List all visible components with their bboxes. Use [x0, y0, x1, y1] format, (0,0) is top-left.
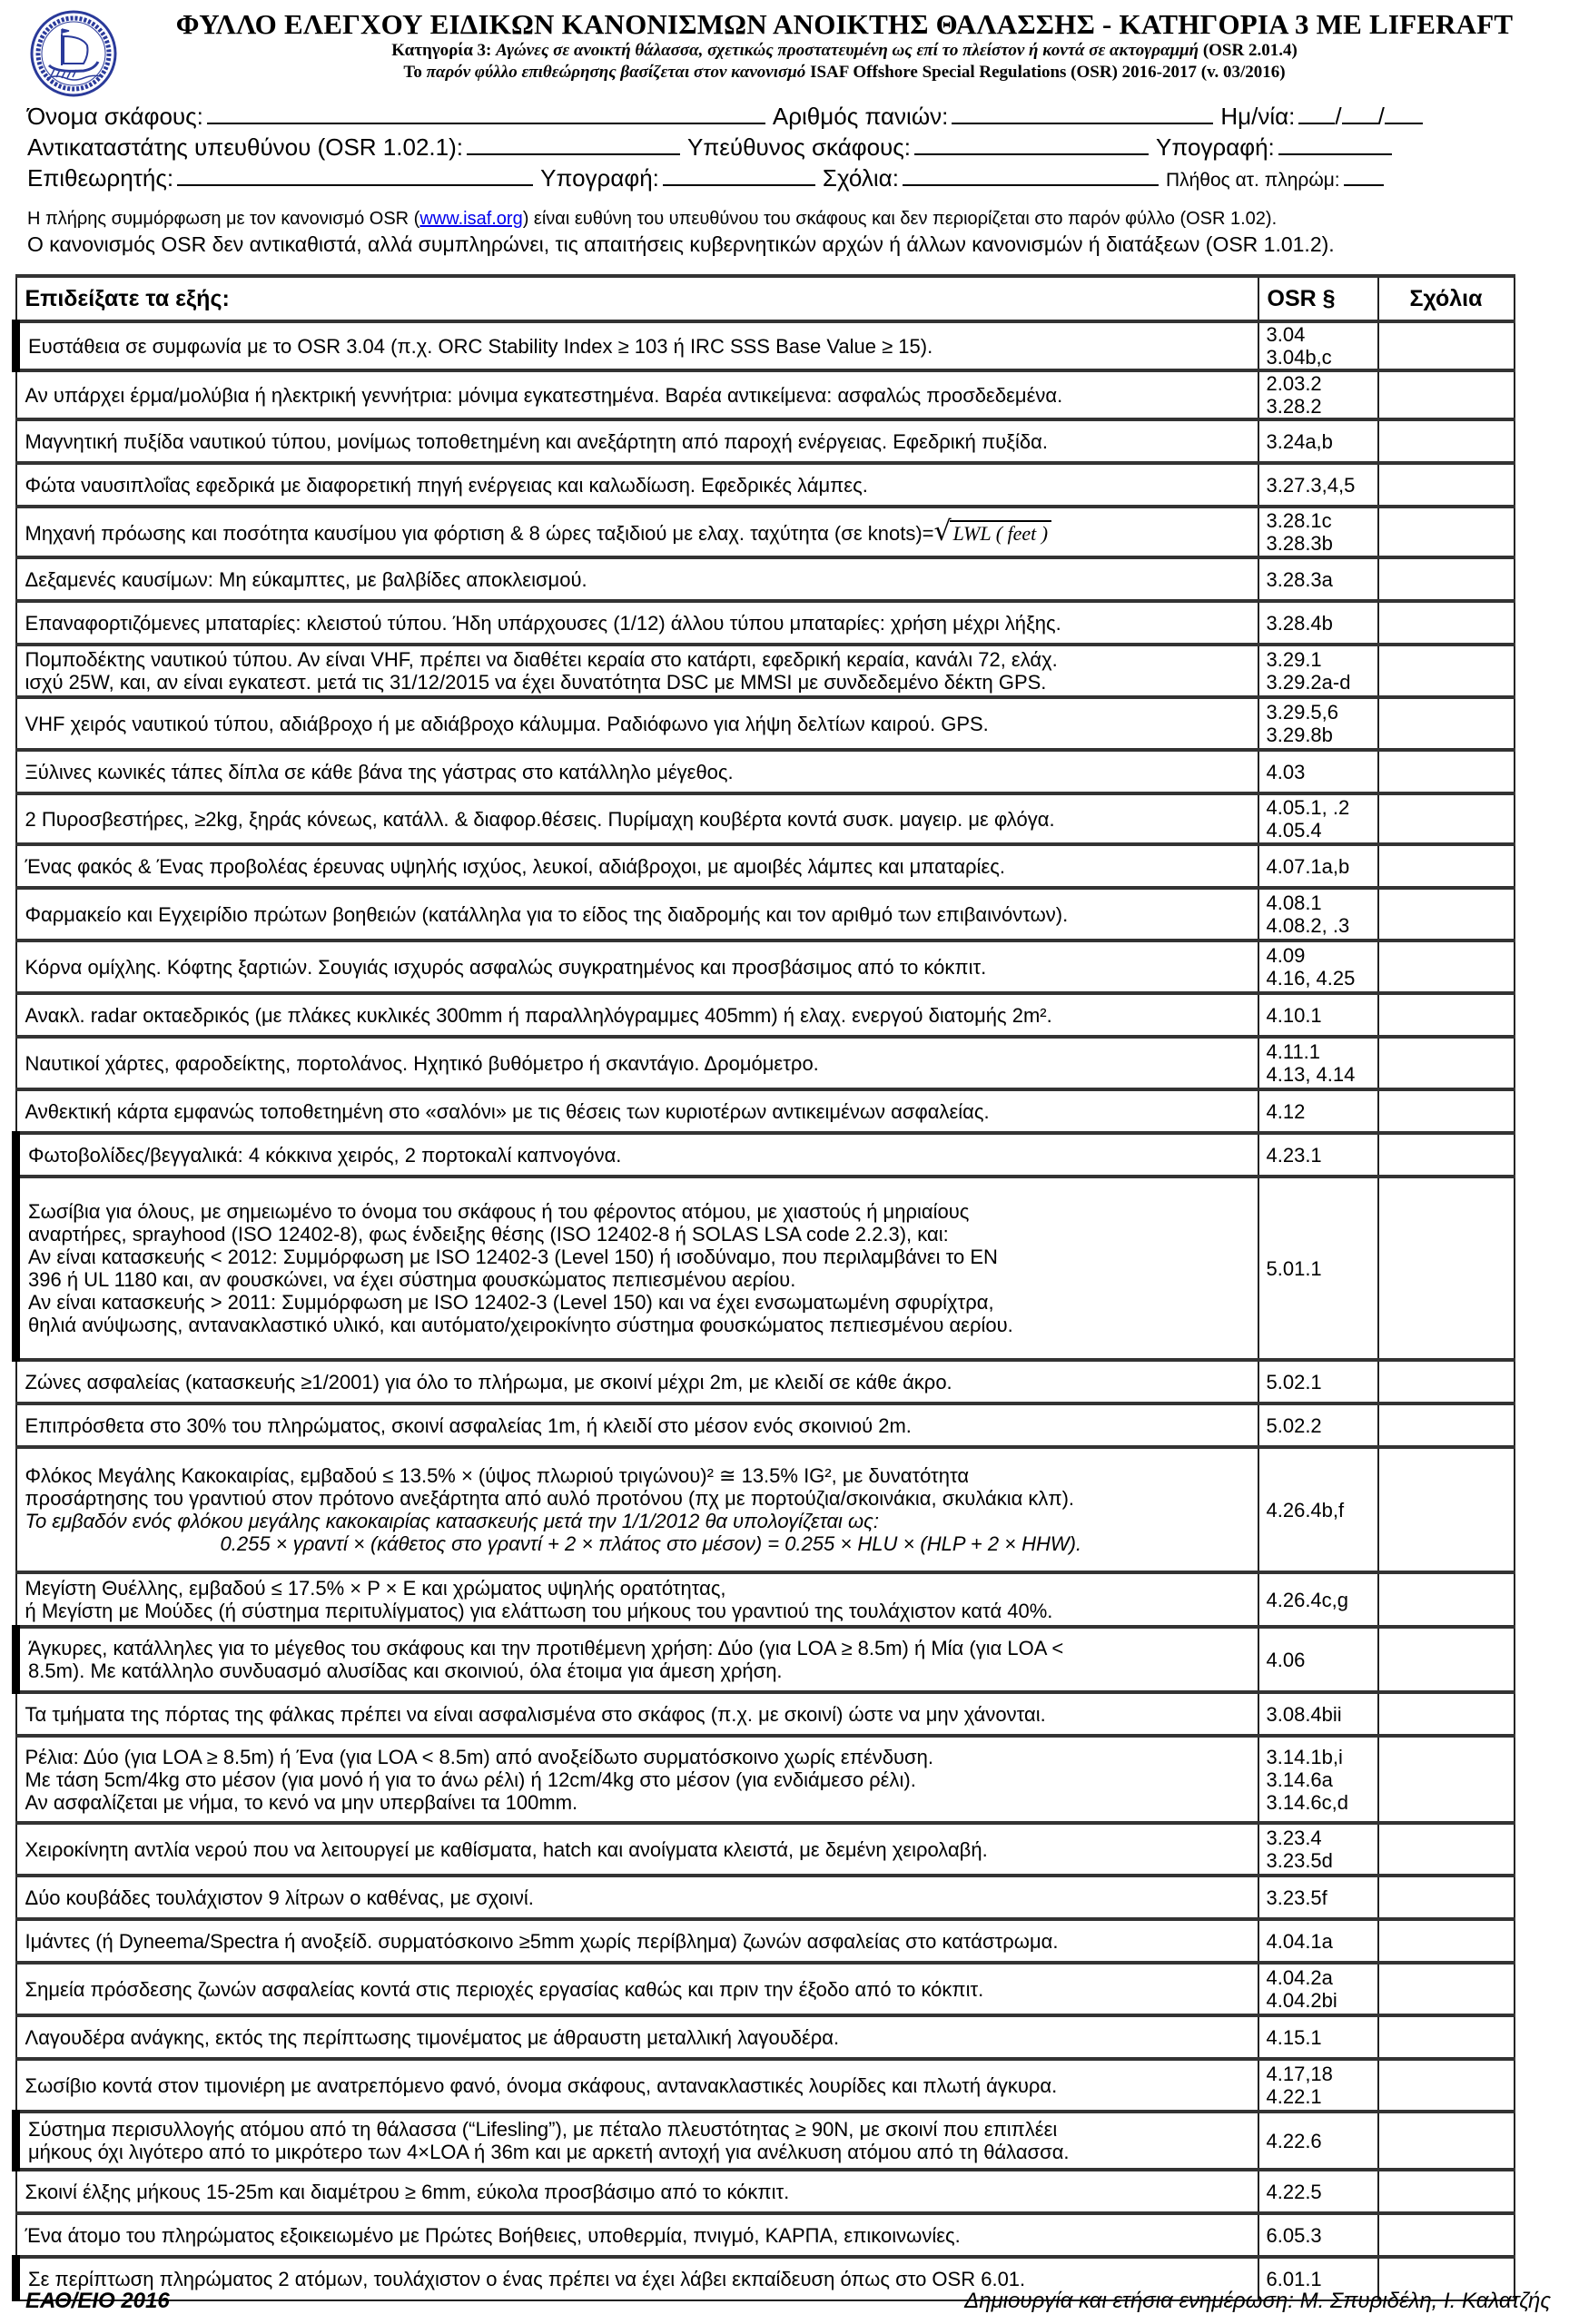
date-month-field[interactable] — [1342, 103, 1378, 124]
osr-reference — [1258, 2059, 1378, 2112]
osr-reference-value: 3.29.1 — [1266, 648, 1322, 671]
osr-reference-value: 4.07.1a,b — [1266, 854, 1350, 878]
osr-reference-value: 4.05.4 — [1266, 819, 1322, 842]
osr-reference-value: 3.28.3a — [1266, 567, 1333, 591]
table-header-row — [16, 276, 1515, 321]
osr-reference-value: 3.04b,c — [1266, 346, 1332, 369]
item-line: Επιπρόσθετα στο 30% του πληρώματος, σκοινί ασφαλείας 1m, ή κλειδί στο μέσον ενός σκοινιού 2m. — [25, 1413, 912, 1437]
checklist-item-text — [16, 1692, 1258, 1736]
inspector-label: Επιθεωρητής: — [27, 164, 174, 192]
osr-reference — [1258, 2112, 1378, 2170]
osr-reference-value: 3.23.4 — [1266, 1827, 1322, 1849]
item-line: Δύο κουβάδες τουλάχιστον 9 λίτρων ο καθένας, με σχοινί. — [25, 1886, 534, 1909]
osr-reference — [1258, 645, 1378, 697]
osr-reference-value: 5.01.1 — [1266, 1256, 1322, 1280]
osr-reference — [1258, 793, 1378, 844]
comments-cell[interactable] — [1378, 1177, 1515, 1360]
osr-reference — [1258, 601, 1378, 645]
checklist-item-text — [16, 2213, 1258, 2257]
checklist-row — [16, 1823, 1515, 1876]
checklist-item-text — [16, 1627, 1258, 1692]
item-line: Ρέλια: Δύο (για LOA ≥ 8.5m) ή Ένα (για LOA < 8.5m) από ανοξείδωτο συρματόσκοινο χωρίς επένδυση. — [25, 1745, 933, 1768]
osr-reference — [1258, 1572, 1378, 1627]
osr-reference — [1258, 1403, 1378, 1447]
item-line: Φαρμακείο και Εγχειρίδιο πρώτων βοηθειών (κατάλληλα για το είδος της διαδρομής και τον αριθμό των επιβαινόντων). — [25, 902, 1069, 926]
checklist-item-text — [16, 697, 1258, 750]
checklist-item-text — [16, 2170, 1258, 2213]
comments-cell[interactable] — [1378, 793, 1515, 844]
item-line: Μαγνητική πυξίδα ναυτικού τύπου, μονίμως τοποθετημένη και ανεξάρτητη από παροχή ενέργειας. Εφεδρική πυξίδα. — [25, 429, 1048, 453]
checklist-item-text — [16, 1403, 1258, 1447]
osr-reference-value: 3.24a,b — [1266, 429, 1333, 453]
item-line: VHF χειρός ναυτικού τύπου, αδιάβροχο ή με αδιάβροχο κάλυμμα. Ραδιόφωνο για λήψη δελτίων καιρού. GPS. — [25, 712, 989, 735]
osr-reference-value: 6.05.3 — [1266, 2223, 1322, 2247]
checklist-row — [16, 793, 1515, 844]
checklist-row — [16, 1692, 1515, 1736]
osr-reference — [1258, 940, 1378, 993]
signature-label: Υπογραφή: — [1156, 133, 1275, 161]
checklist-table — [12, 274, 1515, 2301]
osr-reference-value: 4.13, 4.14 — [1266, 1063, 1356, 1086]
comments-cell[interactable] — [1378, 1089, 1515, 1133]
checklist-item-text — [16, 370, 1258, 419]
osr-reference — [1258, 1177, 1378, 1360]
checklist-row — [16, 888, 1515, 940]
comments-cell[interactable] — [1378, 1572, 1515, 1627]
osr-reference — [1258, 888, 1378, 940]
checklist-item-text — [16, 419, 1258, 463]
item-line: Πομποδέκτης ναυτικού τύπου. Αν είναι VHF, πρέπει να διαθέτει κεραία στο κατάρτι, εφεδρική κεραία, κανάλι 72, ελάχ. — [25, 648, 1058, 671]
osr-reference — [1258, 750, 1378, 793]
item-line: Φωτοβολίδες/βεγγαλικά: 4 κόκκινα χειρός, 2 πορτοκαλί καπνογόνα. — [28, 1143, 622, 1167]
osr-reference — [1258, 1037, 1378, 1089]
osr-reference-value: 3.23.5f — [1266, 1886, 1327, 1909]
item-line: μήκους όχι λιγότερο από το μικρότερο των 4×LOA ή 36m και με αρκετή αντοχή για ανέλκυση ατόμου από τη θάλασσα. — [28, 2141, 1070, 2163]
checklist-row — [16, 993, 1515, 1037]
footer-authors: Δημιουργία και ετήσια ενημέρωση: Μ. Σπυριδέλη, Ι. Καλατζής — [964, 2289, 1551, 2313]
checklist-item-text — [16, 601, 1258, 645]
item-line: Με τάση 5cm/4kg στο μέσον (για μονό ή για το άνω ρέλι) ή 12cm/4kg στο μέσον (για ενδιάμεσο ρέλι). — [25, 1768, 916, 1791]
item-line: Σκοινί έλξης μήκους 15-25m και διαμέτρου ≥ 6mm, εύκολα προσβάσιμο από το κόκπιτ. — [25, 2180, 790, 2203]
item-line: Ζώνες ασφαλείας (κατασκευής ≥1/2001) για όλο το πλήρωμα, με σκοινί μέχρι 2m, με κλειδί σε κάθε άκρο. — [25, 1370, 952, 1393]
comments-field[interactable] — [903, 164, 1159, 186]
item-line: Επαναφορτιζόμενες μπαταρίες: κλειστού τύπου. Ήδη υπάρχουσες (1/12) άλλου τύπου μπαταρίες: χρήση μέχρι λήξης. — [25, 611, 1061, 635]
item-line: Ξύλινες κωνικές τάπες δίπλα σε κάθε βάνα της γάστρας στο κατάλληλο μέγεθος. — [25, 760, 734, 783]
footer-organization: ΕΑΘ/ΕΙΟ 2016 — [25, 2289, 170, 2313]
checklist-row — [16, 557, 1515, 601]
document-header — [136, 9, 1553, 84]
osr-reference-value: 3.08.4bii — [1266, 1702, 1342, 1726]
item-italic-line: 0.255 × γραντί × (κάθετος στο γραντί + 2 × πλάτος στο μέσον) = 0.255 × HLU × (HLP + 2 × HHW). — [220, 1532, 1082, 1555]
osr-reference-value: 3.14.6a — [1266, 1768, 1333, 1791]
checklist-item-text — [16, 1736, 1258, 1823]
date-separator: / — [1377, 103, 1385, 130]
comments-label: Σχόλια: — [822, 164, 899, 192]
item-line: 2 Πυροσβεστήρες, ≥2kg, ξηράς κόνεως, κατάλλ. & διαφορ.θέσεις. Πυρίμαχη κουβέρτα κοντά συσκ. μαγειρ. με φλόγα. — [25, 807, 1055, 831]
compliance-note — [27, 207, 1562, 231]
item-line: Ένα άτομο του πληρώματος εξοικειωμένο με Πρώτες Βοήθειες, υποθερμία, πνιγμό, ΚΑΡΠΑ, επικοινωνίες. — [25, 2223, 961, 2247]
osr-reference-value: 4.22.5 — [1266, 2180, 1322, 2203]
comments-cell[interactable] — [1378, 321, 1515, 370]
comments-cell[interactable] — [1378, 1823, 1515, 1876]
checklist-item-text — [16, 507, 1258, 557]
checklist-row — [16, 645, 1515, 697]
checklist-row — [16, 750, 1515, 793]
osr-reference — [1258, 370, 1378, 419]
form-fields — [27, 101, 1553, 193]
item-line: Σύστημα περισυλλογής ατόμου από τη θάλασσα (“Lifesling”), με πέταλο πλευστότητας ≥ 90N, με σκοινί που επιπλέει — [28, 2118, 1058, 2141]
item-line — [25, 515, 1249, 547]
responsible-label: Υπεύθυνος σκάφους: — [686, 133, 912, 161]
field-row-2 — [27, 132, 1553, 162]
checklist-row — [16, 2059, 1515, 2112]
comments-cell[interactable] — [1378, 645, 1515, 697]
osr-reference — [1258, 1736, 1378, 1823]
osr-reference-value: 4.05.1, .2 — [1266, 796, 1350, 819]
checklist-item-text — [16, 1572, 1258, 1627]
isaf-link[interactable]: www.isaf.org — [419, 209, 523, 229]
item-line: Ναυτικοί χάρτες, φαροδείκτης, πορτολάνος. Ηχητικό βυθόμετρο ή σκαντάγιο. Δρομόμετρο. — [25, 1051, 819, 1075]
item-line: Ανακλ. radar οκταεδρικός (με πλάκες κυκλικές 300mm ή παραλληλόγραμμες 405mm) ή ελαχ. ενεργού διατομής 2m². — [25, 1003, 1052, 1027]
checklist-item-text — [16, 463, 1258, 507]
comments-cell[interactable] — [1378, 1037, 1515, 1089]
crew-count-field[interactable] — [1344, 164, 1384, 186]
osr-reference-value: 4.04.2a — [1266, 1966, 1333, 1989]
osr-reference-value: 4.26.4c,g — [1266, 1588, 1349, 1611]
item-line: Μεγίστη Θυέλλης, εμβαδού ≤ 17.5% × P × E και χρώματος υψηλής ορατότητας, — [25, 1577, 726, 1600]
checklist-item-text — [16, 993, 1258, 1037]
osr-reference-value: 4.11.1 — [1266, 1040, 1321, 1063]
osr-reference — [1258, 1692, 1378, 1736]
basis-regulation: ISAF Offshore Special Regulations (OSR) 2016-2017 (v. 03/2016) — [810, 63, 1286, 82]
osr-reference — [1258, 1823, 1378, 1876]
category-reference: (OSR 2.01.4) — [1202, 41, 1298, 60]
comments-cell[interactable] — [1378, 419, 1515, 463]
item-line: Σημεία πρόσδεσης ζωνών ασφαλείας κοντά στις περιοχές εργασίας καθώς και πριν την έξοδο από το κόκπιτ. — [25, 1977, 984, 2001]
osr-reference-value: 3.04 — [1266, 323, 1306, 346]
comments-cell[interactable] — [1378, 1963, 1515, 2015]
item-line: Χειροκίνητη αντλία νερού που να λειτουργεί με καθίσματα, hatch και ανοίγματα κλειστά, με δεμένη χειρολαβή. — [25, 1837, 988, 1861]
osr-reference-value: 5.02.2 — [1266, 1413, 1322, 1437]
osr-reference-value: 4.26.4b,f — [1266, 1498, 1345, 1521]
club-logo-icon — [29, 9, 118, 98]
checklist-row — [16, 1736, 1515, 1823]
osr-reference-value: 3.28.1c — [1266, 509, 1332, 532]
checklist-row — [16, 1963, 1515, 2015]
item-line: Σωσίβιο κοντά στον τιμονιέρη με ανατρεπόμενο φανό, όνομα σκάφους, αντανακλαστικές λουρίδες και πλωτή άγκυρα. — [25, 2073, 1058, 2097]
checklist-row — [16, 1133, 1515, 1177]
compliance-notes — [27, 207, 1562, 258]
checklist-item-text — [16, 1447, 1258, 1572]
osr-reference — [1258, 993, 1378, 1037]
comments-cell[interactable] — [1378, 370, 1515, 419]
crew-count-label: Πλήθος ατ. πληρώμ: — [1165, 170, 1340, 191]
checklist-item-text — [16, 2015, 1258, 2059]
osr-reference-value: 4.04.1a — [1266, 1929, 1333, 1953]
comments-cell[interactable] — [1378, 1447, 1515, 1572]
date-day-field[interactable] — [1298, 103, 1335, 124]
osr-reference-value: 3.29.2a-d — [1266, 671, 1351, 694]
checklist-row — [16, 1627, 1515, 1692]
checklist-item-text — [16, 1133, 1258, 1177]
osr-reference-value: 3.23.5d — [1266, 1849, 1333, 1872]
checklist-item-text — [16, 793, 1258, 844]
osr-reference-value: 4.06 — [1266, 1648, 1306, 1671]
item-line: Σωσίβια για όλους, με σημειωμένο το όνομα του σκάφους ή του φέροντος ατόμου, με χιαστούς ή μηριαίους — [28, 1200, 970, 1223]
checklist-row — [16, 1572, 1515, 1627]
osr-reference — [1258, 1447, 1378, 1572]
comments-cell[interactable] — [1378, 697, 1515, 750]
field-row-3 — [27, 162, 1553, 193]
item-line: ισχύ 25W, και, αν είναι εγκατεστ. μετά τις 31/12/2015 να έχει δυνατότητα DSC με MMSI με συνδεδεμένο δέκτη GPS. — [25, 671, 1047, 694]
item-line: Άγκυρες, κατάλληλες για το μέγεθος του σκάφους και την προτιθέμενη χρήση: Δύο (για LOA ≥ 8.5m) ή Μία (για LOA < — [28, 1637, 1064, 1659]
item-line: Φλόκος Μεγάλης Κακοκαιρίας, εμβαδού ≤ 13.5% × (ύψος πλωριού τριγώνου)² ≅ 13.5% IG², με δυνατότητα — [25, 1464, 970, 1487]
comments-cell[interactable] — [1378, 1919, 1515, 1963]
comments-cell[interactable] — [1378, 2112, 1515, 2170]
osr-reference — [1258, 1627, 1378, 1692]
osr-reference-value: 3.29.5,6 — [1266, 701, 1339, 724]
checklist-item-text — [16, 1919, 1258, 1963]
comments-cell[interactable] — [1378, 888, 1515, 940]
checklist-item-text — [16, 1177, 1258, 1360]
inspector-signature-label: Υπογραφή: — [540, 164, 659, 192]
checklist-item-text — [16, 1037, 1258, 1089]
inspector-signature-field[interactable] — [663, 164, 815, 186]
osr-reference-value: 4.04.2bi — [1266, 1989, 1337, 2012]
checklist-row — [16, 697, 1515, 750]
responsible-field[interactable] — [914, 133, 1149, 155]
osr-reference-value: 2.03.2 — [1266, 372, 1322, 395]
osr-reference-value: 3.28.2 — [1266, 395, 1322, 418]
deputy-field[interactable] — [467, 133, 680, 155]
checklist-item-text — [16, 1089, 1258, 1133]
osr-reference — [1258, 844, 1378, 888]
checklist-row — [16, 1919, 1515, 1963]
osr-reference — [1258, 1919, 1378, 1963]
item-line: Σε περίπτωση πληρώματος 2 ατόμων, τουλάχιστον ο ένας πρέπει να έχει λάβει εκπαίδευση όπως στο OSR 6.01. — [28, 2268, 1026, 2290]
checklist-item-text — [16, 557, 1258, 601]
osr-reference — [1258, 463, 1378, 507]
comments-cell[interactable] — [1378, 1360, 1515, 1403]
checklist-row — [16, 601, 1515, 645]
osr-supplement-note: Ο κανονισμός OSR δεν αντικαθιστά, αλλά συμπληρώνει, τις απαιτήσεις κυβερνητικών αρχών ή άλλων κανονισμών ή διατάξεων (OSR 1.01.2). — [27, 232, 1335, 256]
item-line: ή Μεγίστη με Μούδες (ή σύστημα περιτυλίγματος) για ελάττωση του μήκους του γραντιού της τουλάχιστον κατά 40%. — [25, 1600, 1053, 1622]
comments-cell[interactable] — [1378, 2059, 1515, 2112]
note-text: Η πλήρης συμμόρφωση με τον κανονισμό OSR ( — [27, 209, 420, 229]
item-line: Ευστάθεια σε συμφωνία με το OSR 3.04 (π.χ. ORC Stability Index ≥ 103 ή IRC SSS Base Value ≥ 15). — [28, 334, 933, 358]
sail-number-field[interactable] — [952, 103, 1213, 124]
osr-reference-value: 3.14.1b,i — [1266, 1745, 1343, 1768]
osr-reference-value: 4.08.2, .3 — [1266, 914, 1350, 937]
checklist-row — [16, 370, 1515, 419]
item-line-text: Μηχανή πρόωσης και ποσότητα καυσίμου για φόρτιση & 8 ώρες ταξιδιού με ελαχ. ταχύτητα (σε knots)= — [25, 521, 934, 545]
checklist-item-text — [16, 940, 1258, 993]
item-line: Αν είναι κατασκευής < 2012: Συμμόρφωση με ISO 12402-3 (Level 150) ή ισοδύναμο, που περιλαμβάνει το EN — [28, 1246, 998, 1268]
osr-reference-value: 4.22.1 — [1266, 2085, 1322, 2108]
checklist-item-text — [16, 1963, 1258, 2015]
osr-reference-value: 4.12 — [1266, 1099, 1306, 1123]
note-text: ) είναι ευθύνη του υπευθύνου του σκάφους και δεν περιορίζεται στο παρόν φύλλο (OSR 1.02). — [522, 209, 1278, 229]
osr-reference — [1258, 1876, 1378, 1919]
checklist-item-text — [16, 1823, 1258, 1876]
item-italic-line: Το εμβαδόν ενός φλόκου μεγάλης κακοκαιρίας κατασκευής μετά την 1/1/2012 θα υπολογίζεται ως: — [25, 1510, 879, 1532]
inspector-field[interactable] — [177, 164, 533, 186]
checklist-row — [16, 2015, 1515, 2059]
item-line: Φώτα ναυσιπλοΐας εφεδρικά με διαφορετική πηγή ενέργειας και καλωδίωση. Εφεδρικές λάμπες. — [25, 473, 868, 497]
item-line: Αν είναι κατασκευής > 2011: Συμμόρφωση με ISO 12402-3 (Level 150) και να έχει ενσωματωμένη σφυρίχτρα, — [28, 1291, 994, 1314]
category-subtitle — [136, 40, 1553, 62]
checklist-item-text — [16, 1876, 1258, 1919]
comments-cell[interactable] — [1378, 507, 1515, 557]
page-footer — [25, 2289, 1551, 2314]
item-line: Αν ασφαλίζεται με νήμα, το κενό να μην υπερβαίνει τα 100mm. — [25, 1790, 578, 1814]
osr-reference — [1258, 321, 1378, 370]
checklist-item-text — [16, 750, 1258, 793]
osr-reference-value: 3.28.4b — [1266, 611, 1333, 635]
comments-cell[interactable] — [1378, 1876, 1515, 1919]
item-line: Ανθεκτική κάρτα εμφανώς τοποθετημένη στο «σαλόνι» με τις θέσεις των κυριοτέρων αντικειμένων ασφαλείας. — [25, 1099, 990, 1123]
osr-reference-value: 3.28.3b — [1266, 532, 1333, 555]
osr-reference — [1258, 557, 1378, 601]
checklist-row — [16, 1876, 1515, 1919]
item-line: 396 ή UL 1180 και, αν φουσκώνει, να έχει σύστημα φουσκώματος πεπιεσμένου αερίου. — [28, 1268, 796, 1291]
item-line: θηλιά ανύψωσης, αντανακλαστικό υλικό, και αυτόματο/χειροκίνητο σύστημα φουσκώματος πεπιεσμένου αερίου. — [28, 1314, 1013, 1336]
basis-text: παρόν φύλλο επιθεώρησης βασίζεται στον κανονισμό — [426, 63, 806, 82]
comments-cell[interactable] — [1378, 1736, 1515, 1823]
responsible-signature-field[interactable] — [1278, 133, 1392, 155]
checklist-row — [16, 1089, 1515, 1133]
column-header-osr: OSR § — [1258, 276, 1378, 321]
osr-reference-value: 4.16, 4.25 — [1266, 967, 1356, 990]
osr-reference-value: 4.22.6 — [1266, 2129, 1322, 2152]
osr-reference — [1258, 1089, 1378, 1133]
document-title: ΦΥΛΛΟ ΕΛΕΓΧΟΥ ΕΙΔΙΚΩΝ ΚΑΝΟΝΙΣΜΩΝ ΑΝΟΙΚΤΗΣ ΘΑΛΑΣΣΗΣ - ΚΑΤΗΓΟΡΙΑ 3 ΜΕ LIFERAFT — [175, 8, 1514, 40]
osr-reference — [1258, 1133, 1378, 1177]
item-line: Τα τμήματα της πόρτας της φάλκας πρέπει να είναι ασφαλισμένα στο σκάφος (π.χ. με σκοινί) ώστε να μην χάνονται. — [25, 1702, 1046, 1726]
comments-cell[interactable] — [1378, 993, 1515, 1037]
osr-reference-value: 3.29.8b — [1266, 724, 1333, 746]
checklist-row — [16, 2170, 1515, 2213]
comments-cell[interactable] — [1378, 1133, 1515, 1177]
category-description: Αγώνες σε ανοικτή θάλασσα, σχετικώς προστατευμένη ως επί το πλείστον ή κοντά σε ακτογραμμή — [496, 41, 1199, 60]
osr-reference — [1258, 1963, 1378, 2015]
checklist-row — [16, 844, 1515, 888]
checklist-row — [16, 507, 1515, 557]
osr-reference — [1258, 2170, 1378, 2213]
item-line: αναρτήρες, sprayhood (ISO 12402-8), φως ένδειξης θέσης (ISO 12402-8 ή SOLAS LSA code 2.2.3), και: — [28, 1223, 949, 1246]
comments-cell[interactable] — [1378, 2170, 1515, 2213]
item-line: 8.5m). Με κατάλληλο συνδυασμό αλυσίδας και σκοινιού, όλα έτοιμα για άμεση χρήση. — [28, 1659, 783, 1682]
checklist-row — [16, 1360, 1515, 1403]
boat-name-label: Όνομα σκάφους: — [27, 103, 203, 130]
item-line: Κόρνα ομίχλης. Κόφτης ξαρτιών. Σουγιάς ισχυρός ασφαλώς συγκρατημένος και προσβάσιμος από το κόκπιτ. — [25, 955, 987, 979]
checklist-item-text — [16, 2112, 1258, 2170]
osr-reference-value: 4.23.1 — [1266, 1143, 1322, 1167]
checklist-item-text — [16, 321, 1258, 370]
checklist-item-text — [16, 1360, 1258, 1403]
comments-cell[interactable] — [1378, 940, 1515, 993]
comments-cell[interactable] — [1378, 2213, 1515, 2257]
osr-reference-value: 6.01.1 — [1266, 2268, 1322, 2290]
checklist-row — [16, 940, 1515, 993]
comments-cell[interactable] — [1378, 2015, 1515, 2059]
comments-cell[interactable] — [1378, 1403, 1515, 1447]
deputy-label: Αντικαταστάτης υπευθύνου (OSR 1.02.1): — [27, 133, 463, 161]
checklist-item-text — [16, 645, 1258, 697]
osr-reference — [1258, 2015, 1378, 2059]
checklist-row — [16, 463, 1515, 507]
checklist-row — [16, 1177, 1515, 1360]
checklist-item-text — [16, 2059, 1258, 2112]
osr-reference-value: 3.14.6c,d — [1266, 1790, 1349, 1814]
checklist-item-text — [16, 888, 1258, 940]
comments-cell[interactable] — [1378, 601, 1515, 645]
osr-reference-value: 4.08.1 — [1266, 891, 1322, 914]
date-separator: / — [1335, 103, 1342, 130]
osr-reference-value: 4.03 — [1266, 760, 1306, 783]
regulation-basis — [136, 62, 1553, 84]
square-root-icon: √ — [933, 515, 952, 547]
item-line: Λαγουδέρα ανάγκης, εκτός της περίπτωσης τιμονέματος με άθραυστη μεταλλική λαγουδέρα. — [25, 2025, 840, 2049]
comments-cell[interactable] — [1378, 1692, 1515, 1736]
osr-reference — [1258, 507, 1378, 557]
checklist-row — [16, 1447, 1515, 1572]
checklist-row — [16, 2112, 1515, 2170]
checklist-row — [16, 1037, 1515, 1089]
osr-reference-value: 4.17,18 — [1266, 2063, 1333, 2085]
basis-prefix: Το — [403, 63, 422, 82]
item-line: Δεξαμενές καυσίμων: Μη εύκαμπτες, με βαλβίδες αποκλεισμού. — [25, 567, 587, 591]
date-label: Ημ/νία: — [1220, 103, 1296, 130]
item-line: Ένας φακός & Ένας προβολέας έρευνας υψηλής ισχύος, λευκοί, αδιάβροχοι, με αμοιβές λάμπες και μπαταρίες. — [25, 854, 1005, 878]
checklist-row — [16, 2213, 1515, 2257]
date-year-field[interactable] — [1385, 103, 1423, 124]
checklist-row — [16, 1403, 1515, 1447]
field-row-1 — [27, 101, 1553, 132]
osr-reference — [1258, 2213, 1378, 2257]
item-line: Ιμάντες (ή Dyneema/Spectra ή ανοξείδ. συρματόσκοινο ≥5mm χωρίς περίβλημα) ζωνών ασφαλείας στο κατάστρωμα. — [25, 1929, 1059, 1953]
boat-name-field[interactable] — [207, 103, 765, 124]
osr-reference-value: 5.02.1 — [1266, 1370, 1322, 1393]
column-header-comments: Σχόλια — [1378, 276, 1515, 321]
item-line: προσάρτησης του γραντιού στον πρότονο ανεξάρτητα από αυλό προτόνου (πχ με πορτούζια/σκοινάκια, σκυλάκια κλπ). — [25, 1487, 1075, 1510]
osr-reference — [1258, 419, 1378, 463]
sail-number-label: Αριθμός πανιών: — [772, 103, 949, 130]
checklist-item-text — [16, 844, 1258, 888]
comments-cell[interactable] — [1378, 463, 1515, 507]
checklist-row — [16, 419, 1515, 463]
item-line: Αν υπάρχει έρμα/μολύβια ή ηλεκτρική γεννήτρια: μόνιμα εγκατεστημένα. Βαρέα αντικείμενα: ασφαλώς προσδεδεμένα. — [25, 383, 1063, 407]
comments-cell[interactable] — [1378, 750, 1515, 793]
comments-cell[interactable] — [1378, 1627, 1515, 1692]
category-label: Κατηγορία 3: — [391, 41, 492, 60]
speed-formula: LWL ( feet ) — [950, 520, 1052, 545]
column-header-item: Επιδείξατε τα εξής: — [16, 276, 1258, 321]
osr-reference-value: 4.15.1 — [1266, 2025, 1322, 2049]
osr-reference — [1258, 1360, 1378, 1403]
osr-reference-value: 4.09 — [1266, 944, 1306, 967]
comments-cell[interactable] — [1378, 557, 1515, 601]
osr-reference-value: 3.27.3,4,5 — [1266, 473, 1356, 497]
checklist-row — [16, 321, 1515, 370]
comments-cell[interactable] — [1378, 844, 1515, 888]
osr-reference — [1258, 697, 1378, 750]
osr-reference-value: 4.10.1 — [1266, 1003, 1322, 1027]
